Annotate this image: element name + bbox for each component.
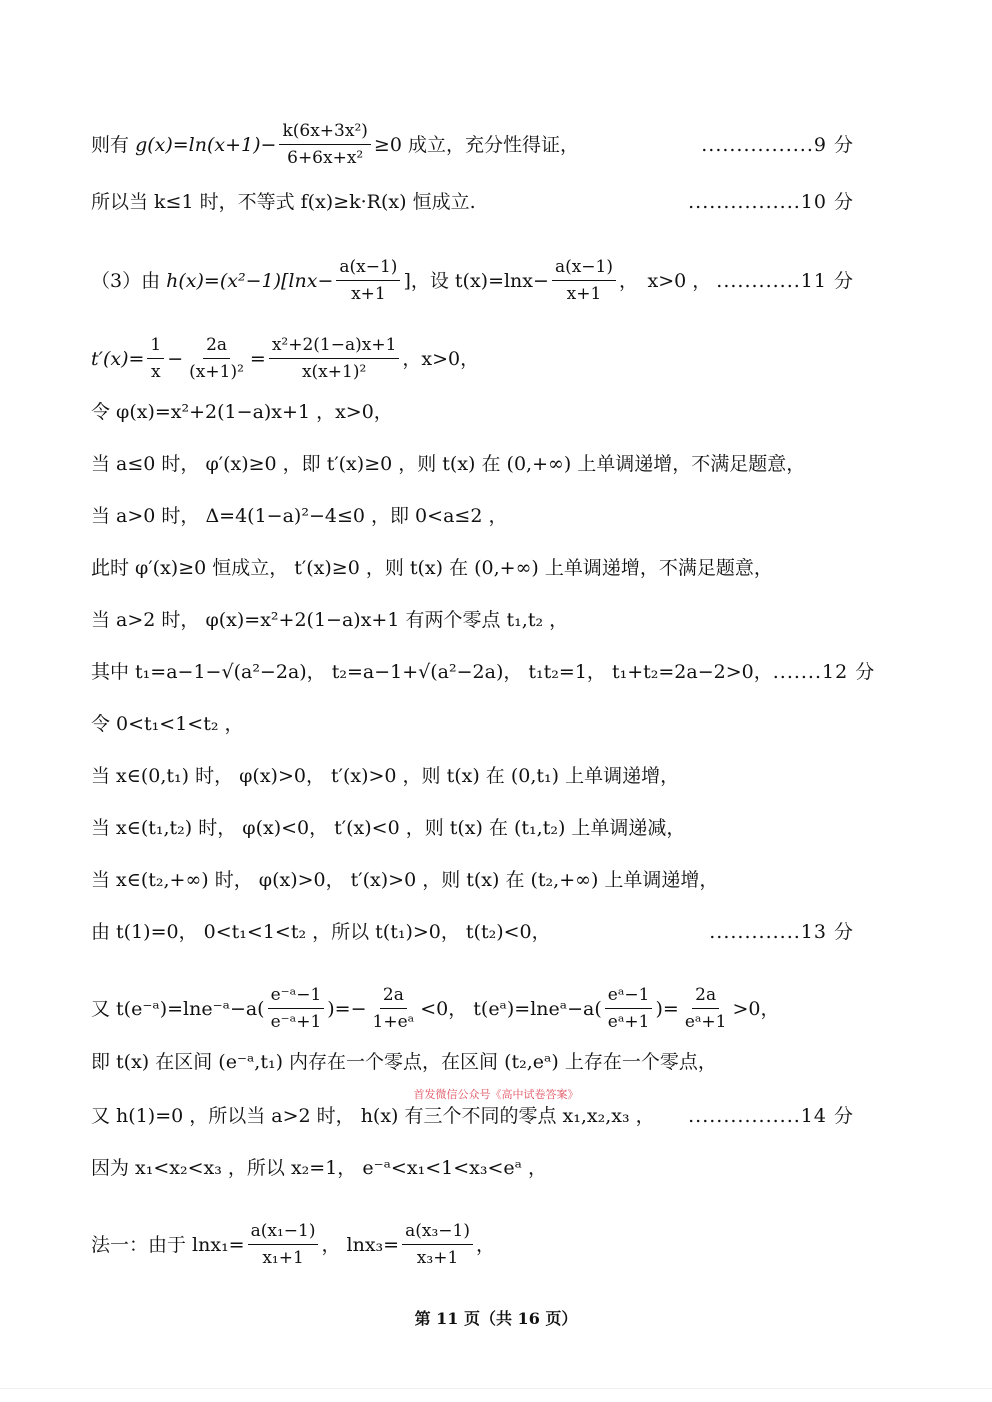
line-text: 当 a≤0 时， φ′(x)≥0 ，即 t′(x)≥0 ，则 t(x) 在 (0,+∞) 上单调递增，不满足题意，	[91, 453, 806, 475]
line-text: 则有	[91, 133, 130, 156]
line-2	[91, 256, 854, 305]
fraction: $\frac{\text{a(x₃−1)}}{\text{x₃+1}}$	[402, 1220, 473, 1269]
fraction: $\frac{2a}{\text{1+eᵃ}}$	[372, 985, 415, 1032]
line-text: 其中 t₁=a−1−√(a²−2a)， t₂=a−1+√(a²−2a)， t₁t₂=1， t₁+t₂=2a−2>0，	[91, 661, 773, 683]
fraction: $\frac{2a}{\text{(x+1)²}}$	[189, 335, 244, 382]
score-marker: ................10 分	[688, 191, 854, 213]
fraction: $\frac{\text{k(6x+3x²)}}{\text{6+6x+x²}}$	[279, 120, 370, 169]
line-4	[91, 400, 854, 424]
line-text: 法一：由于 lnx₁=	[91, 1233, 245, 1256]
line-text: 又 h(1)=0 ，所以当 a>2 时， h(x) 有三个不同的零点 x₁,x₂,x₃ ，	[91, 1105, 655, 1127]
score-marker: ................14 分	[688, 1105, 854, 1127]
watermark: 首发微信公众号《高中试卷答案》	[413, 1088, 579, 1101]
line-text: <0， t(eᵃ)=lneᵃ−a(	[420, 997, 602, 1020]
line-text: =	[249, 347, 266, 370]
line-text: ，	[475, 1233, 495, 1256]
line-text: ， x>0 ，	[619, 269, 712, 292]
fraction: $\frac{\text{a(x₁−1)}}{\text{x₁+1}}$	[248, 1220, 319, 1269]
score-marker: ................9 分	[701, 133, 854, 156]
line-text: 因为 x₁<x₂<x₃ ，所以 x₂=1， e⁻ᵃ<x₁<1<x₃<eᵃ ，	[91, 1157, 547, 1179]
score-marker: ............11 分	[716, 269, 854, 292]
line-16	[91, 1050, 854, 1074]
line-text: −	[167, 347, 184, 370]
line-text: 由 t(1)=0， 0<t₁<1<t₂ ，所以 t(t₁)>0， t(t₂)<0，	[91, 921, 551, 943]
line-text: )=−	[327, 997, 367, 1020]
line-13	[91, 868, 854, 892]
line-text: 令 0<t₁<1<t₂ ，	[91, 713, 244, 735]
line-8	[91, 608, 854, 632]
formula: h(x)=(x²−1)[lnx−	[166, 269, 334, 292]
fraction: $\frac{a(x-1)}{x+1}$	[336, 256, 400, 305]
line-text: ]，设 t(x)=lnx−	[403, 269, 549, 292]
line-18	[91, 1156, 854, 1180]
line-text: （3）由	[91, 269, 161, 292]
formula: g(x)=ln(x+1)−	[135, 133, 277, 156]
score-marker: .............13 分	[709, 921, 854, 943]
line-19	[91, 1220, 854, 1269]
line-3	[91, 334, 854, 383]
line-text: 当 a>2 时， φ(x)=x²+2(1−a)x+1 有两个零点 t₁,t₂ ，	[91, 609, 569, 631]
line-text: 此时 φ′(x)≥0 恒成立， t′(x)≥0 ，则 t(x) 在 (0,+∞) 上单调递增，不满足题意，	[91, 557, 773, 579]
line-text: 当 a>0 时， Δ=4(1−a)²−4≤0 ，即 0<a≤2 ，	[91, 505, 508, 527]
line-text: 当 x∈(t₁,t₂) 时， φ(x)<0， t′(x)<0 ，则 t(x) 在 (t₁,t₂) 上单调递减，	[91, 817, 686, 839]
line-text: 所以当 k≤1 时，不等式 f(x)≥k·R(x) 恒成立.	[91, 191, 476, 213]
line-text: >0，	[732, 997, 780, 1020]
score-marker: .......12 分	[772, 661, 876, 683]
line-0	[91, 120, 854, 169]
line-14	[91, 920, 854, 944]
line-10	[91, 712, 854, 736]
divider	[0, 1388, 992, 1389]
line-text: ≥0 成立，充分性得证，	[373, 133, 579, 156]
fraction: $\frac{1}{x}$	[147, 334, 164, 383]
fraction: $\frac{2a}{\text{eᵃ+1}}$	[684, 985, 727, 1032]
line-text: )=	[655, 997, 679, 1020]
line-text: 即 t(x) 在区间 (e⁻ᵃ,t₁) 内存在一个零点，在区间 (t₂,eᵃ) 上存在一个零点，	[91, 1051, 717, 1073]
line-text: 令 φ(x)=x²+2(1−a)x+1 ，x>0，	[91, 401, 393, 423]
line-9	[91, 660, 876, 684]
line-12	[91, 816, 854, 840]
formula: t′(x)=	[91, 347, 145, 370]
line-text: ，x>0，	[402, 347, 480, 370]
fraction: $\frac{\text{x²+2(1−a)x+1}}{\text{x(x+1)²}}$	[269, 334, 400, 383]
line-text: ， lnx₃=	[321, 1233, 400, 1256]
line-6	[91, 504, 854, 528]
line-1	[91, 190, 854, 214]
line-15	[91, 984, 854, 1033]
fraction: $\frac{a(x-1)}{x+1}$	[552, 256, 616, 305]
line-17	[91, 1104, 854, 1128]
line-text: 又 t(e⁻ᵃ)=lne⁻ᵃ−a(	[91, 997, 265, 1020]
line-11	[91, 764, 854, 788]
page-footer: 第 11 页（共 16 页）	[414, 1309, 578, 1328]
line-text: 当 x∈(0,t₁) 时， φ(x)>0， t′(x)>0 ，则 t(x) 在 (0,t₁) 上单调递增，	[91, 765, 680, 787]
line-text: 当 x∈(t₂,+∞) 时， φ(x)>0， t′(x)>0 ，则 t(x) 在 (t₂,+∞) 上单调递增，	[91, 869, 719, 891]
line-7	[91, 556, 854, 580]
line-5	[91, 452, 854, 476]
fraction: $\frac{\text{eᵃ−1}}{\text{eᵃ+1}}$	[605, 984, 653, 1033]
fraction: $\frac{\text{e⁻ᵃ−1}}{\text{e⁻ᵃ+1}}$	[268, 984, 325, 1033]
